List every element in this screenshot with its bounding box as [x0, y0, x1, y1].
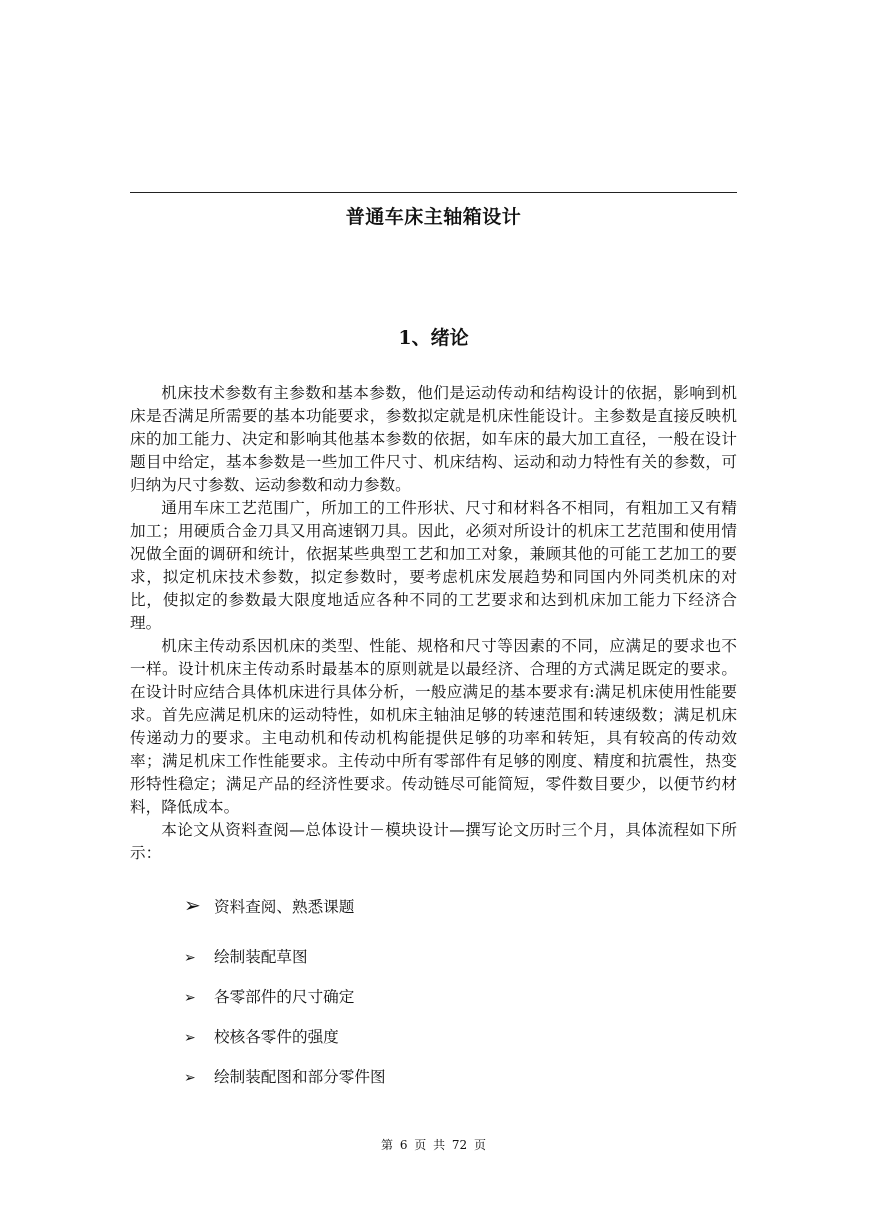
- list-item: [184, 1025, 339, 1049]
- paragraph-parameters: 机床技术参数有主参数和基本参数，他们是运动传动和结构设计的依据，影响到机床是否满足所需要的基本功能要求，参数拟定就是机床性能设计。主参数是直接反映机床的加工能力、决定和影响其他基本参数的依据，如车床的最大加工直径，一般在设计题目中给定，基本参数是一些加工件尺寸、机床结构、运动和动力特性有关的参数，可归纳为尺寸参数、运动参数和动力参数。: [130, 384, 737, 494]
- header-divider: [130, 192, 737, 193]
- arrow-bullet-icon: ➢: [184, 1030, 196, 1046]
- list-item: [184, 985, 354, 1009]
- list-item-label: 各零部件的尺寸确定: [214, 988, 355, 1006]
- list-item: [184, 945, 308, 969]
- arrow-bullet-icon: ➢: [184, 950, 196, 966]
- list-item-label: 校核各零件的强度: [214, 1028, 339, 1046]
- page-number-footer: 第 6 页 共 72 页: [381, 1138, 486, 1152]
- body-text: [130, 382, 737, 865]
- arrow-bullet-icon: ➢: [184, 1070, 196, 1086]
- arrow-bullet-icon: ➢: [184, 893, 201, 917]
- list-item-label: 绘制装配草图: [214, 948, 308, 966]
- list-item-label: 资料查阅、熟悉课题: [214, 898, 355, 916]
- paragraph-process-range: 通用车床工艺范围广，所加工的工件形状、尺寸和材料各不相同，有粗加工又有精加工；用硬质合金刀具又用高速钢刀具。因此，必须对所设计的机床工艺范围和使用情况做全面的调研和统计，依据某些典型工艺和加工对象，兼顾其他的可能工艺加工的要求，拟定机床技术参数，拟定参数时，要考虑机床发展趋势和同国内外同类机床的对比，使拟定的参数最大限度地适应各种不同的工艺要求和达到机床加工能力下经济合理。: [130, 499, 737, 632]
- paragraph-main-drive: 机床主传动系因机床的类型、性能、规格和尺寸等因素的不同，应满足的要求也不一样。设计机床主传动系时最基本的原则就是以最经济、合理的方式满足既定的要求。在设计时应结合具体机床进行具体分析，一般应满足的基本要求有:满足机床使用性能要求。首先应满足机床的运动特性，如机床主轴油足够的转速范围和转速级数；满足机床传递动力的要求。主电动机和传动机构能提供足够的功率和转矩，具有较高的传动效率；满足机床工作性能要求。主传动中所有零部件有足够的刚度、精度和抗震性，热变形特性稳定；满足产品的经济性要求。传动链尽可能简短，零件数目要少，以便节约材料，降低成本。: [130, 637, 737, 816]
- list-item: [184, 893, 354, 917]
- list-item: [184, 1065, 386, 1089]
- list-item-label: 绘制装配图和部分零件图: [214, 1068, 386, 1086]
- paragraph-workflow-intro: 本论文从资料查阅—总体设计－模块设计—撰写论文历时三个月，具体流程如下所示：: [130, 821, 737, 862]
- section-heading: 1、绪论: [398, 327, 469, 349]
- document-title: 普通车床主轴箱设计: [345, 206, 522, 228]
- arrow-bullet-icon: ➢: [184, 990, 196, 1006]
